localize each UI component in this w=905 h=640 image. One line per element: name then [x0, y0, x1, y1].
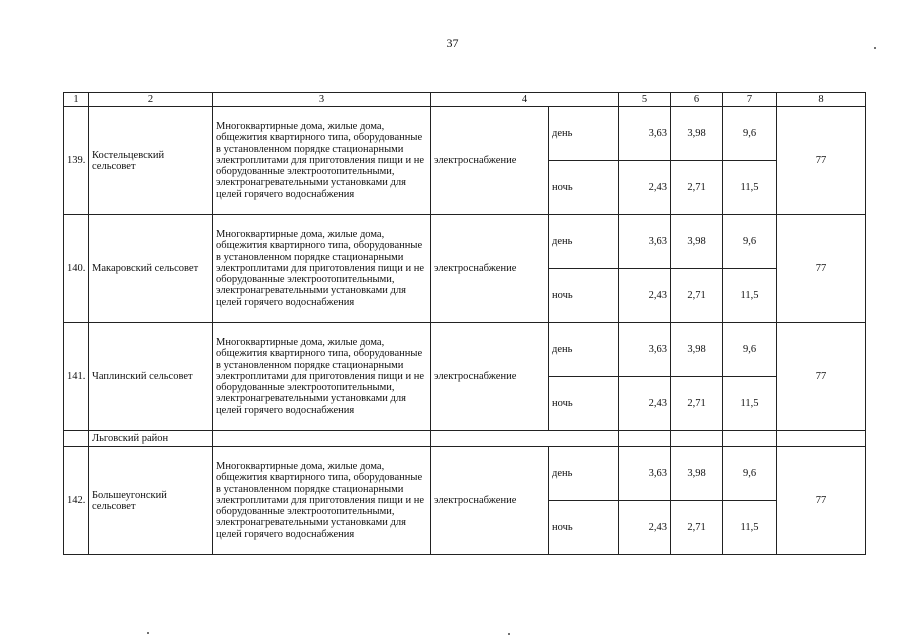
header-cell-4: 4 [431, 93, 619, 107]
value-cell: 2,43 [619, 161, 671, 215]
service-type: электроснабжение [431, 323, 549, 431]
value-cell: 77 [777, 447, 866, 555]
value-cell: 77 [777, 323, 866, 431]
header-row [64, 93, 866, 107]
period-label: день [549, 323, 619, 377]
region-name: Льговский район [89, 431, 213, 447]
table-row [64, 323, 866, 377]
value-cell: 3,98 [671, 107, 723, 161]
value-cell: 2,43 [619, 269, 671, 323]
row-number: 140. [64, 215, 89, 323]
consumer-description: Многоквартирные дома, жилые дома, общежития квартирного типа, оборудованные в установленном порядке стационарными электроплитами для приготовления пищи и не оборудованные электроотопительными, электронагревательными установками для целей горячего водоснабжения [213, 323, 431, 431]
header-cell-6: 6 [671, 93, 723, 107]
row-number: 141. [64, 323, 89, 431]
scan-speck [508, 633, 510, 635]
service-type: электроснабжение [431, 107, 549, 215]
value-cell: 3,63 [619, 107, 671, 161]
empty-cell [671, 431, 723, 447]
settlement-name: Большеугонский сельсовет [89, 447, 213, 555]
value-cell: 3,98 [671, 215, 723, 269]
region-row [64, 431, 866, 447]
tariff-table [63, 92, 866, 555]
period-label: день [549, 447, 619, 501]
consumer-description: Многоквартирные дома, жилые дома, общежития квартирного типа, оборудованные в установленном порядке стационарными электроплитами для приготовления пищи и не оборудованные электроотопительными, электронагревательными установками для целей горячего водоснабжения [213, 107, 431, 215]
table-row [64, 447, 866, 501]
value-cell: 2,71 [671, 269, 723, 323]
period-label: ночь [549, 269, 619, 323]
row-number: 139. [64, 107, 89, 215]
empty-cell [777, 431, 866, 447]
header-cell-1: 1 [64, 93, 89, 107]
value-cell: 9,6 [723, 323, 777, 377]
value-cell: 9,6 [723, 215, 777, 269]
empty-cell [64, 431, 89, 447]
consumer-description: Многоквартирные дома, жилые дома, общежития квартирного типа, оборудованные в установленном порядке стационарными электроплитами для приготовления пищи и не оборудованные электроотопительными, электронагревательными установками для целей горячего водоснабжения [213, 447, 431, 555]
empty-cell [619, 431, 671, 447]
empty-cell [723, 431, 777, 447]
period-label: день [549, 107, 619, 161]
value-cell: 3,98 [671, 323, 723, 377]
value-cell: 77 [777, 107, 866, 215]
value-cell: 3,63 [619, 323, 671, 377]
table-row [64, 107, 866, 161]
value-cell: 11,5 [723, 377, 777, 431]
service-type: электроснабжение [431, 215, 549, 323]
settlement-name: Чаплинский сельсовет [89, 323, 213, 431]
settlement-name: Макаровский сельсовет [89, 215, 213, 323]
value-cell: 11,5 [723, 269, 777, 323]
value-cell: 2,71 [671, 161, 723, 215]
scan-speck [874, 47, 876, 49]
value-cell: 2,71 [671, 377, 723, 431]
period-label: ночь [549, 161, 619, 215]
period-label: ночь [549, 501, 619, 555]
header-cell-5: 5 [619, 93, 671, 107]
empty-cell [431, 431, 619, 447]
value-cell: 9,6 [723, 447, 777, 501]
value-cell: 77 [777, 215, 866, 323]
header-cell-8: 8 [777, 93, 866, 107]
table-row [64, 215, 866, 269]
header-cell-2: 2 [89, 93, 213, 107]
service-type: электроснабжение [431, 447, 549, 555]
header-cell-7: 7 [723, 93, 777, 107]
period-label: ночь [549, 377, 619, 431]
value-cell: 11,5 [723, 161, 777, 215]
value-cell: 2,43 [619, 377, 671, 431]
settlement-name: Костельцевский сельсовет [89, 107, 213, 215]
empty-cell [213, 431, 431, 447]
value-cell: 3,63 [619, 447, 671, 501]
page-number: 37 [446, 36, 459, 50]
row-number: 142. [64, 447, 89, 555]
value-cell: 3,63 [619, 215, 671, 269]
value-cell: 3,98 [671, 447, 723, 501]
scan-speck [147, 632, 149, 634]
value-cell: 11,5 [723, 501, 777, 555]
consumer-description: Многоквартирные дома, жилые дома, общежития квартирного типа, оборудованные в установленном порядке стационарными электроплитами для приготовления пищи и не оборудованные электроотопительными, электронагревательными установками для целей горячего водоснабжения [213, 215, 431, 323]
value-cell: 2,43 [619, 501, 671, 555]
value-cell: 9,6 [723, 107, 777, 161]
header-cell-3: 3 [213, 93, 431, 107]
period-label: день [549, 215, 619, 269]
value-cell: 2,71 [671, 501, 723, 555]
